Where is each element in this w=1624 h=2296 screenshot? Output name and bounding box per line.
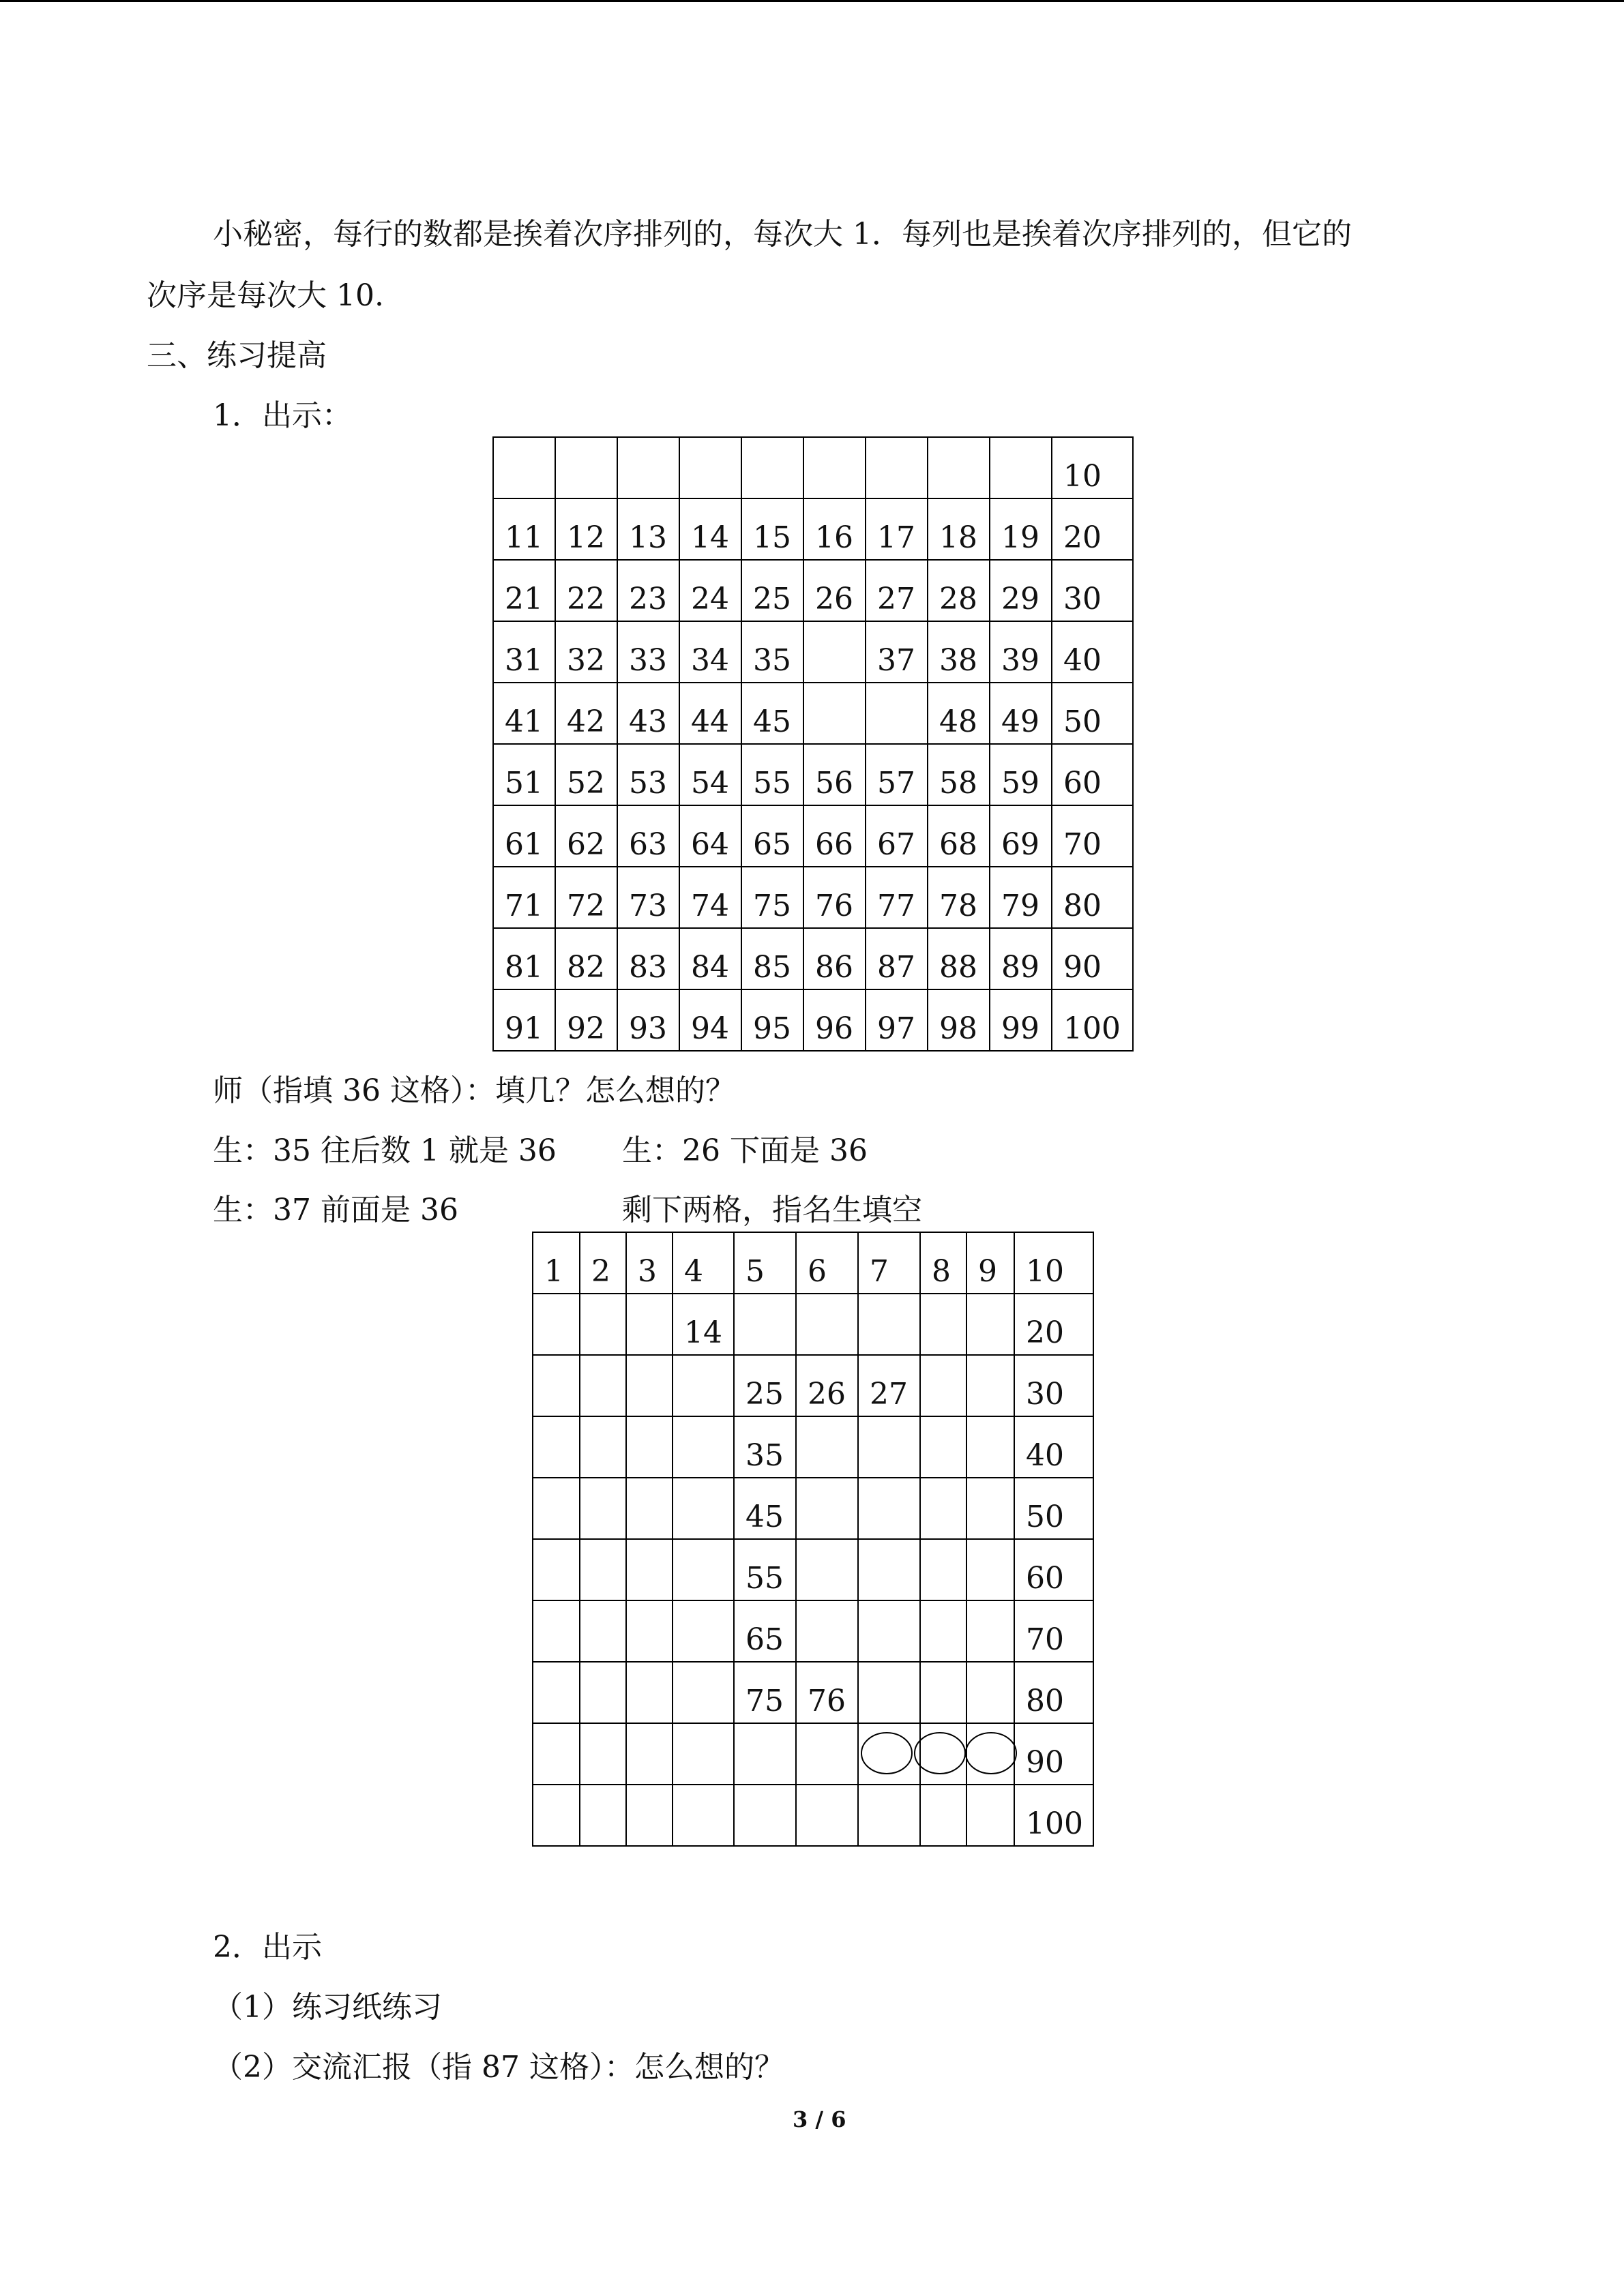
chart2-cell [673,1723,734,1785]
chart1-row [493,683,1133,744]
chart1-cell: 97 [866,989,928,1051]
chart1-cell: 74 [679,867,741,928]
item2-sub2: （2）交流汇报（指 87 这格）：怎么想的？ [213,2050,784,2085]
chart2-cell [920,1723,966,1785]
chart1-cell: 58 [928,744,990,805]
chart2-cell [626,1294,673,1355]
chart2-cell [796,1600,858,1662]
chart1-cell: 51 [493,744,555,805]
chart1-cell: 26 [803,560,866,621]
chart1-cell: 96 [803,989,866,1051]
chart2-cell [920,1539,966,1600]
chart2-cell [673,1662,734,1723]
chart2-cell [533,1785,580,1846]
chart2-cell [580,1416,626,1478]
hundred-chart-2 [532,1232,1094,1847]
chart2-cell: 50 [1014,1478,1093,1539]
chart1-cell [555,437,617,498]
chart2-cell [796,1539,858,1600]
chart1-cell: 69 [990,805,1052,867]
chart2-cell [966,1416,1014,1478]
chart2-cell [580,1294,626,1355]
chart2-cell: 1 [533,1232,580,1294]
chart2-cell [734,1723,796,1785]
chart2-cell [533,1662,580,1723]
chart1-cell: 85 [741,928,803,989]
chart1-cell: 28 [928,560,990,621]
chart2-cell: 3 [626,1232,673,1294]
chart2-cell: 30 [1014,1355,1093,1416]
chart1-cell: 76 [803,867,866,928]
chart2-cell [858,1294,920,1355]
chart2-cell [796,1723,858,1785]
chart1-cell [493,437,555,498]
chart1-cell: 100 [1052,989,1133,1051]
chart2-cell [920,1785,966,1846]
chart2-cell [626,1723,673,1785]
chart1-cell: 14 [679,498,741,560]
chart1-cell: 33 [617,621,679,683]
chart2-cell: 2 [580,1232,626,1294]
chart1-cell: 57 [866,744,928,805]
chart2-row [533,1232,1093,1294]
chart1-cell: 66 [803,805,866,867]
chart1-cell: 81 [493,928,555,989]
chart1-row [493,989,1133,1051]
chart2-cell [796,1785,858,1846]
chart2-cell [673,1416,734,1478]
chart2-cell [966,1600,1014,1662]
chart2-cell: 80 [1014,1662,1093,1723]
chart1-cell: 45 [741,683,803,744]
chart2-cell [626,1416,673,1478]
chart1-cell: 25 [741,560,803,621]
chart1-cell: 53 [617,744,679,805]
chart1-cell: 64 [679,805,741,867]
chart2-cell [533,1294,580,1355]
chart2-cell [533,1723,580,1785]
chart1-cell [617,437,679,498]
chart1-cell: 13 [617,498,679,560]
paragraph-line-2: 次序是每次大 10. [147,278,384,313]
chart2-row [533,1416,1093,1478]
chart1-cell: 70 [1052,805,1133,867]
chart2-cell: 65 [734,1600,796,1662]
chart2-row [533,1785,1093,1846]
chart1-cell [679,437,741,498]
chart1-cell: 78 [928,867,990,928]
chart2-cell: 8 [920,1232,966,1294]
chart1-cell: 10 [1052,437,1133,498]
chart1-cell: 89 [990,928,1052,989]
chart2-cell [626,1785,673,1846]
chart2-cell [626,1600,673,1662]
chart1-cell: 95 [741,989,803,1051]
item2-label: 2．出示 [213,1930,322,1965]
chart1-cell: 75 [741,867,803,928]
chart2-cell: 76 [796,1662,858,1723]
chart2-cell [626,1355,673,1416]
chart1-cell: 83 [617,928,679,989]
chart2-cell [966,1294,1014,1355]
chart1-cell: 48 [928,683,990,744]
chart1-cell: 11 [493,498,555,560]
chart2-cell [796,1416,858,1478]
chart1-row [493,928,1133,989]
chart2-cell [533,1539,580,1600]
chart2-cell [858,1539,920,1600]
chart1-row [493,437,1133,498]
chart2-cell [858,1600,920,1662]
chart1-cell: 31 [493,621,555,683]
chart1-cell [803,683,866,744]
chart1-cell: 92 [555,989,617,1051]
chart1-row [493,805,1133,867]
student-answer-2: 生：26 下面是 36 [622,1133,868,1168]
chart1-cell: 34 [679,621,741,683]
chart2-cell [920,1662,966,1723]
chart1-cell [741,437,803,498]
chart1-cell: 73 [617,867,679,928]
remaining-instruction: 剩下两格，指名生填空 [622,1193,922,1227]
chart2-row [533,1723,1093,1785]
chart2-cell: 14 [673,1294,734,1355]
chart2-cell: 9 [966,1232,1014,1294]
chart2-cell [858,1785,920,1846]
chart1-cell [990,437,1052,498]
chart1-cell: 86 [803,928,866,989]
chart2-cell [920,1416,966,1478]
paragraph-line-1: 小秘密，每行的数都是挨着次序排列的，每次大 1．每列也是挨着次序排列的，但它的 [213,217,1352,252]
chart2-cell: 70 [1014,1600,1093,1662]
chart1-cell: 30 [1052,560,1133,621]
chart1-cell: 19 [990,498,1052,560]
chart1-cell: 15 [741,498,803,560]
chart2-cell [533,1416,580,1478]
chart2-cell [533,1600,580,1662]
chart2-cell [673,1478,734,1539]
chart1-row [493,498,1133,560]
student-answer-3: 生：37 前面是 36 [213,1193,458,1227]
chart2-cell [673,1600,734,1662]
chart2-cell: 20 [1014,1294,1093,1355]
chart1-cell: 80 [1052,867,1133,928]
chart2-cell [580,1355,626,1416]
chart1-cell: 29 [990,560,1052,621]
chart1-cell: 40 [1052,621,1133,683]
chart2-cell: 10 [1014,1232,1093,1294]
chart1-cell: 21 [493,560,555,621]
chart1-cell: 12 [555,498,617,560]
chart1-cell: 71 [493,867,555,928]
chart2-cell [626,1662,673,1723]
chart1-cell: 87 [866,928,928,989]
chart1-cell: 42 [555,683,617,744]
chart1-cell [866,437,928,498]
chart1-cell: 39 [990,621,1052,683]
chart1-cell: 35 [741,621,803,683]
chart2-cell: 100 [1014,1785,1093,1846]
section-heading: 三、练习提高 [147,338,327,373]
chart2-cell: 35 [734,1416,796,1478]
chart1-cell: 82 [555,928,617,989]
top-border [0,0,1624,2]
chart1-cell: 67 [866,805,928,867]
chart2-cell [858,1662,920,1723]
chart1-cell: 68 [928,805,990,867]
chart2-cell [673,1539,734,1600]
chart2-cell [580,1478,626,1539]
chart1-cell: 49 [990,683,1052,744]
chart1-cell: 98 [928,989,990,1051]
chart2-cell [966,1662,1014,1723]
chart1-cell: 61 [493,805,555,867]
chart2-cell [580,1785,626,1846]
chart2-cell: 40 [1014,1416,1093,1478]
chart1-row [493,560,1133,621]
chart2-cell [796,1478,858,1539]
chart1-cell: 59 [990,744,1052,805]
chart2-cell: 7 [858,1232,920,1294]
chart1-cell: 37 [866,621,928,683]
chart1-cell: 22 [555,560,617,621]
chart2-cell [966,1539,1014,1600]
chart2-cell [734,1785,796,1846]
chart2-cell: 55 [734,1539,796,1600]
chart1-cell [866,683,928,744]
chart1-cell: 23 [617,560,679,621]
chart1-cell: 84 [679,928,741,989]
chart2-cell [580,1662,626,1723]
chart1-cell: 52 [555,744,617,805]
chart1-cell: 91 [493,989,555,1051]
chart1-cell: 77 [866,867,928,928]
chart1-cell: 63 [617,805,679,867]
chart1-cell: 99 [990,989,1052,1051]
chart2-row [533,1355,1093,1416]
chart1-cell: 55 [741,744,803,805]
chart1-cell: 90 [1052,928,1133,989]
chart1-cell: 50 [1052,683,1133,744]
chart2-cell [626,1478,673,1539]
item1-label: 1．出示： [213,398,352,433]
chart2-cell [580,1723,626,1785]
chart1-cell: 60 [1052,744,1133,805]
chart2-cell [533,1478,580,1539]
chart1-cell: 38 [928,621,990,683]
chart1-cell: 88 [928,928,990,989]
chart2-cell [734,1294,796,1355]
chart2-cell [966,1785,1014,1846]
chart1-cell: 20 [1052,498,1133,560]
chart2-cell: 6 [796,1232,858,1294]
chart1-cell: 24 [679,560,741,621]
chart2-cell: 75 [734,1662,796,1723]
chart1-cell: 16 [803,498,866,560]
chart1-cell: 94 [679,989,741,1051]
chart1-cell: 54 [679,744,741,805]
chart2-cell [533,1355,580,1416]
chart1-cell: 62 [555,805,617,867]
chart2-cell [673,1355,734,1416]
teacher-question: 师（指填 36 这格）：填几？怎么想的？ [213,1073,735,1108]
chart2-cell [966,1723,1014,1785]
chart1-row [493,744,1133,805]
chart2-cell [580,1600,626,1662]
chart1-row [493,867,1133,928]
chart1-cell: 65 [741,805,803,867]
chart2-row [533,1600,1093,1662]
chart1-cell: 43 [617,683,679,744]
chart2-cell [966,1478,1014,1539]
chart1-cell: 79 [990,867,1052,928]
chart2-row [533,1662,1093,1723]
chart1-cell: 44 [679,683,741,744]
chart2-cell [920,1355,966,1416]
chart2-cell [858,1416,920,1478]
chart2-row [533,1478,1093,1539]
chart2-cell [580,1539,626,1600]
chart2-cell: 90 [1014,1723,1093,1785]
chart2-cell: 4 [673,1232,734,1294]
chart2-cell: 60 [1014,1539,1093,1600]
chart2-cell [920,1600,966,1662]
chart2-row [533,1294,1093,1355]
chart2-cell: 45 [734,1478,796,1539]
chart2-cell: 26 [796,1355,858,1416]
chart1-cell: 17 [866,498,928,560]
chart1-cell: 56 [803,744,866,805]
chart1-cell: 93 [617,989,679,1051]
chart1-cell: 32 [555,621,617,683]
chart1-cell [803,621,866,683]
chart2-cell [966,1355,1014,1416]
page-number: 3 / 6 [793,2106,846,2132]
student-answer-1: 生：35 往后数 1 就是 36 [213,1133,557,1168]
chart2-cell [858,1723,920,1785]
chart1-cell: 18 [928,498,990,560]
chart1-cell: 41 [493,683,555,744]
chart2-row [533,1539,1093,1600]
chart2-cell [626,1539,673,1600]
chart1-cell [928,437,990,498]
chart2-cell: 25 [734,1355,796,1416]
chart1-cell: 27 [866,560,928,621]
item2-sub1: （1）练习纸练习 [213,1990,442,2025]
chart2-cell [673,1785,734,1846]
hundred-chart-1 [492,436,1134,1052]
chart1-cell: 72 [555,867,617,928]
chart2-cell [920,1478,966,1539]
chart1-row [493,621,1133,683]
chart2-cell: 27 [858,1355,920,1416]
chart1-cell [803,437,866,498]
chart2-cell [920,1294,966,1355]
chart2-cell: 5 [734,1232,796,1294]
chart2-cell [858,1478,920,1539]
chart2-cell [796,1294,858,1355]
